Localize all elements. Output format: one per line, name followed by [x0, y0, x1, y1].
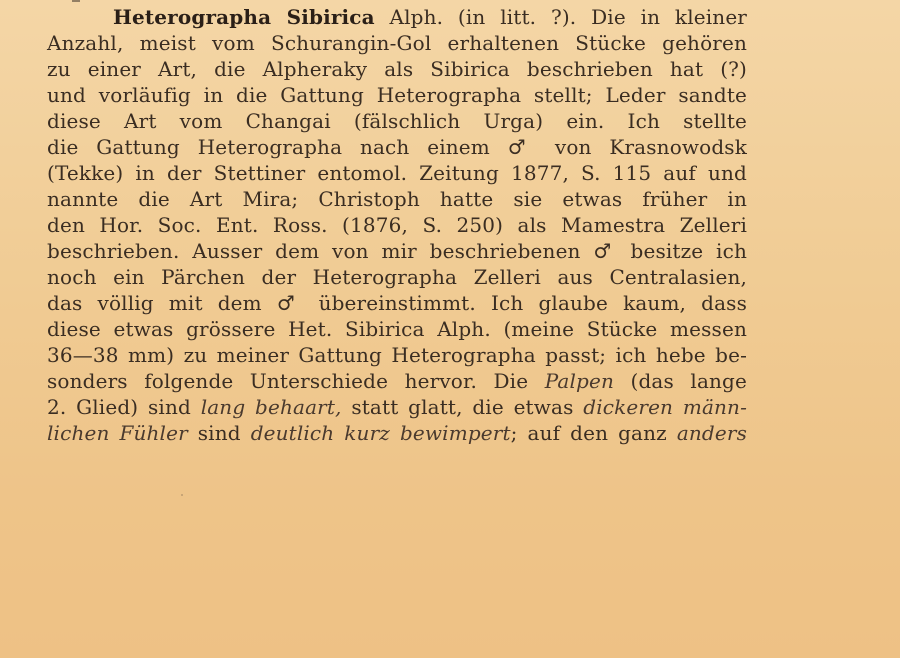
text-segment: 2. Glied) sind — [47, 395, 201, 419]
text-line-10: beschrieben. Ausser dem von mir beschriebenen ♂ besitze ich — [47, 239, 747, 263]
text-segment: ; auf den ganz — [510, 421, 677, 445]
italic-term-anders: anders — [676, 421, 747, 445]
species-name: Heterographa Sibirica — [113, 5, 375, 29]
text-line-17 — [47, 420, 747, 446]
paper-speck — [181, 494, 183, 496]
text-line-9: den Hor. Soc. Ent. Ross. (1876, S. 250) als Mamestra Zelleri — [47, 213, 747, 237]
page-mark — [72, 0, 80, 2]
text-line-3: zu einer Art, die Alpheraky als Sibirica beschrieben hat (?) — [47, 57, 747, 81]
text-line-5: diese Art vom Changai (fälschlich Urga) ein. Ich stellte — [47, 109, 747, 133]
text-line-1-rest: Alph. (in litt. ?). Die in kleiner — [374, 5, 748, 29]
text-line-12: das völlig mit dem ♂ übereinstimmt. Ich glaube kaum, dass — [47, 291, 747, 315]
text-line-7: (Tekke) in der Stettiner entomol. Zeitung 1877, S. 115 auf und — [47, 161, 747, 185]
text-segment: sonders folgende Unterschiede hervor. Die — [47, 369, 545, 393]
text-line-16 — [47, 394, 747, 420]
text-line-4: und vorläufig in die Gattung Heterographa stellt; Leder sandte — [47, 83, 747, 107]
text-line-15 — [47, 368, 747, 394]
text-line-2: Anzahl, meist vom Schurangin-Gol erhaltenen Stücke gehören — [47, 31, 747, 55]
document-page — [47, 4, 747, 446]
text-segment: (das lange — [614, 369, 747, 393]
text-line-6: die Gattung Heterographa nach einem ♂ von Krasnowodsk — [47, 135, 747, 159]
italic-term-dickeren: dickeren männ- — [583, 395, 747, 419]
text-line-8: nannte die Art Mira; Christoph hatte sie etwas früher in — [47, 187, 747, 211]
text-segment: sind — [187, 421, 251, 445]
italic-term-lang-behaart: lang behaart, — [200, 395, 342, 419]
text-line-13: diese etwas grössere Het. Sibirica Alph. (meine Stücke messen — [47, 317, 747, 341]
italic-term-bewimpert: deutlich kurz bewimpert — [250, 421, 511, 445]
text-segment: statt glatt, die etwas — [341, 395, 584, 419]
text-line-1 — [47, 4, 747, 30]
text-line-11: noch ein Pärchen der Heterographa Zelleri aus Centralasien, — [47, 265, 747, 289]
italic-term-palpen: Palpen — [544, 369, 615, 393]
text-line-14: 36—38 mm) zu meiner Gattung Heterographa passt; ich hebe be- — [47, 343, 747, 367]
italic-term-fuehler: lichen Fühler — [47, 421, 188, 445]
